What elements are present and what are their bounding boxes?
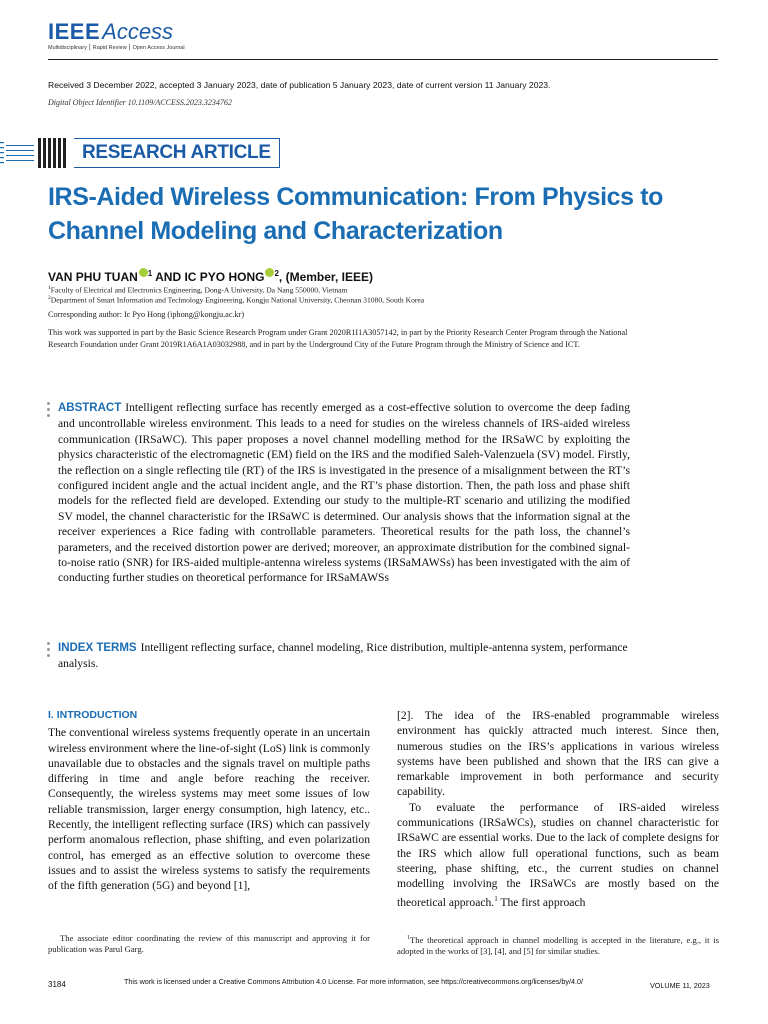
author-1-affil-num: 1	[147, 269, 153, 278]
body-paragraph: [2]. The idea of the IRS-enabled programmable wireless environment has quickly attracted much interest. Since then, numerous studies on the IRS’s applications in various wireless systems have been published and shown that the IRS can give a remarkable improvement in both performance and security capability.	[397, 709, 719, 799]
corresponding-author: Corresponding author: Ic Pyo Hong (iphong@kongju.ac.kr)	[48, 310, 245, 319]
footnote-1-num: 1	[407, 935, 410, 941]
author-2-affil-num: 2	[274, 269, 279, 278]
index-terms	[58, 640, 630, 672]
affiliation-2-text: Department of Smart Information and Technology Engineering, Kongju National University, Cheonan 31080, South Korea	[50, 295, 425, 305]
body-paragraph-text: To evaluate the performance of IRS-aided wireless communications (IRSaWCs), studies on channel characteristic for IRSaWC are essential works. Due to the lack of complete designs for the IRS which allow full operational functions, such as beam steering, phase shifting, etc., the current studies on channel modelling involving the IRSaWCs are mostly based on the theoretical approach.	[397, 800, 719, 909]
footnote-ref[interactable]: 1	[494, 894, 498, 903]
affiliation-1	[48, 285, 347, 295]
license-line[interactable]: This work is licensed under a Creative Commons Attribution 4.0 License. For more information, see https://creativecommons.org/licenses/by/4.0/	[124, 977, 584, 986]
affiliation-2-num: 2	[48, 295, 51, 301]
affiliation-2	[48, 295, 424, 305]
doi-line: Digital Object Identifier 10.1109/ACCESS.2023.3234762	[48, 98, 232, 107]
page-number: 3184	[48, 980, 66, 989]
paper-title: IRS-Aided Wireless Communication: From Physics to Channel Modeling and Characterization	[48, 183, 664, 245]
orcid-icon[interactable]	[139, 268, 148, 277]
journal-tagline: Multidisciplinary ⎮ Rapid Review ⎮ Open Access Journal	[48, 45, 185, 51]
footnote-editor: The associate editor coordinating the review of this manuscript and approving it for publication was Parul Garg.	[48, 933, 370, 954]
footnote-1	[397, 933, 719, 957]
abstract-text: Intelligent reflecting surface has recently emerged as a cost-effective solution to overcome the deep fading and uncontrollable wireless environment. This leads to a need for studies on the wireless channels of IRS-aided wireless communication (IRSaWC). This paper proposes a novel channel modelling method for the IRSaWC by exploiting the physics characteristic of the electromagnetic (EM) field on the IRS and the modified Saleh-Valenzuela (SV) model. Firstly, the reflection on a single reflecting tile (RT) of the IRS is investigated in the presence of a misalignment between the RT’s configured incident angle and the actual incident angle, and the RT’s phase distortion. Then, the path loss and phase shift models for the reflected field are developed. Extending our study to the multiple-RT scenario and utilizing the modified SV model, the channel characteristic for the IRSaWC is determined. Our analysis shows that the information signal at the receiver experiences a Rice fading with controllable parameters. Theoretical results for the path loss, the channel’s parameters, and the received distortion power are derived; moreover, an approximate distribution for the combined signal-to-noise ratio (SNR) for IRS-aided multiple-antenna wireless systems (IRSaMAWSs) has been investigated with the aim of conducting further studies on theoretical performance for IRSaMAWSs	[58, 401, 630, 585]
body-column-right	[397, 708, 719, 910]
journal-logo	[48, 20, 185, 44]
body-paragraph	[397, 800, 719, 910]
affiliation-1-text: Faculty of Electrical and Electronics Engineering, Dong-A University, Da Nang 550000, Vietnam	[50, 285, 348, 295]
author-1-name: VAN PHU TUAN	[48, 270, 138, 284]
section-heading: I. INTRODUCTION	[48, 709, 138, 721]
header-divider	[48, 59, 718, 60]
footnote-1-text: The theoretical approach in channel modelling is accepted in the literature, e.g., it is adopted in the works of [3], [4], and [5] for similar studies.	[397, 934, 719, 956]
abstract-dots-icon	[47, 402, 50, 420]
body-paragraph: The conventional wireless systems frequently operate in an uncertain wireless environment where the line-of-sight (LoS) link is commonly unavailable due to obstacles and the signals travel on multiple paths differing in time and angle before reaching the receiver. Consequently, the wireless systems may meet some issues of low reliable transmission, larger energy consumption, high latency, etc.. Recently, the intelligent reflecting surface (IRS) which can passively perform anomalous reflection, phase shifting, and even polarization control, has emerged as an effective solution to overcome these issues and to assist the wireless systems to satisfy the requirements of the fifth generation (5G) and beyond [1],	[48, 726, 370, 893]
author-membership: , (Member, IEEE)	[278, 270, 373, 284]
index-terms-dots-icon	[47, 642, 50, 660]
journal-logo-ieee: IEEE	[48, 19, 101, 44]
banner-stripes-icon	[0, 138, 70, 168]
journal-logo-access: Access	[102, 19, 174, 44]
author-2-name: AND IC PYO HONG	[155, 270, 265, 284]
abstract-label: ABSTRACT	[58, 402, 122, 414]
body-column-left	[48, 708, 370, 894]
index-terms-label: INDEX TERMS	[58, 642, 137, 654]
index-terms-text: Intelligent reflecting surface, channel modeling, Rice distribution, multiple-antenna system, performance analysis.	[58, 641, 628, 671]
volume-label: VOLUME 11, 2023	[650, 981, 710, 990]
affiliation-1-num: 1	[48, 285, 51, 291]
author-list	[48, 268, 373, 284]
funding-statement: This work was supported in part by the Basic Science Research Program under Grant 2020R1I1A3057142, in part by the Priority Research Center Program through the National Research Foundation under Grant 2019R1A6A1A03032988, and in part by the Underground City of the Future Program through the Ministry of Science and ICT.	[48, 328, 628, 349]
article-type-banner	[0, 136, 270, 170]
article-type-label: RESEARCH ARTICLE	[74, 138, 280, 168]
journal-brand	[48, 20, 185, 51]
body-paragraph-tail: The first approach	[497, 895, 586, 909]
abstract	[58, 400, 630, 586]
received-dates: Received 3 December 2022, accepted 3 January 2023, date of publication 5 January 2023, date of current version 11 January 2023.	[48, 80, 551, 90]
